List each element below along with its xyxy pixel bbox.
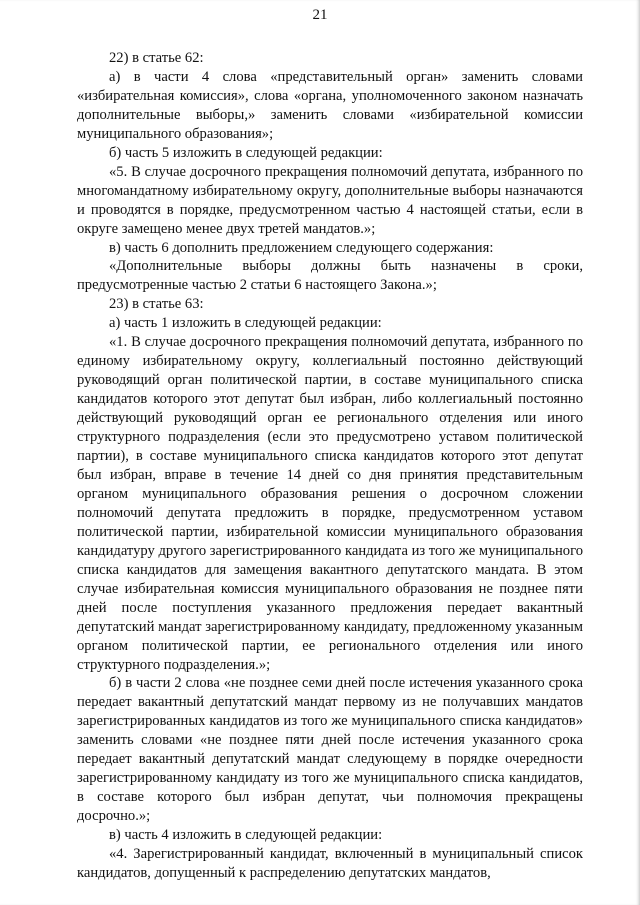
paragraph: а) часть 1 изложить в следующей редакции: [109, 315, 382, 332]
paragraph: «5. В случае досрочного прекращения полномочий депутата, избранного по многомандатному избирательному округу, дополнительные выборы назначаются и проводятся в порядке, предусмотренном частью 4 настоящей статьи, если в округе замещено менее двух третей мандатов.»; [77, 163, 583, 237]
page-number: 21 [312, 7, 328, 23]
paragraph: 22) в статье 62: [109, 50, 204, 66]
paragraph: б) в части 2 слова «не позднее семи дней после истечения указанного срока передает вакантный депутатский мандат первому из не получавших мандатов зарегистрированных кандидатов из того же муниципального списка кандидатов» заменить словами «не позднее пяти дней после истечения указанного срока передает вакантный депутатский мандат следующему в порядке очередности зарегистрированному кандидату из того же муниципального списка кандидатов, в составе которого был избран депутат, чьи полномочия прекращены досрочно.»; [77, 675, 583, 825]
paragraph: 23) в статье 63: [109, 296, 204, 313]
paragraph: в) часть 4 изложить в следующей редакции: [109, 827, 383, 844]
paragraph: «4. Зарегистрированный кандидат, включенный в муниципальный список кандидатов, допущенный к распределению депутатских мандатов, [77, 846, 583, 881]
paragraph: «Дополнительные выборы должны быть назначены в сроки, предусмотренные частью 2 статьи 6 настоящего Закона.»; [77, 258, 583, 294]
paragraph: а) в части 4 слова «представительный орган» заменить словами «избирательная комиссия», слова «органа, уполномоченного законом назначать дополнительные выборы,» заменить словами «избирательной комиссии муниципального образования»; [77, 68, 583, 142]
paragraph: в) часть 6 дополнить предложением следующего содержания: [109, 239, 494, 256]
paragraph: «1. В случае досрочного прекращения полномочий депутата, избранного по единому избирательному округу, коллегиальный постоянно действующий руководящий орган политической партии, в составе муниципального списка кандидатов которого этот депутат был избран, либо коллегиальный постоянно действующий руководящий орган ее регионального отделения или иного структурного подразделения (если это предусмотрено уставом политической партии), в составе муниципального списка кандидатов которого этот депутат был избран, вправе в течение 14 дней со дня принятия представительным органом муниципального образования решения о досрочном сложении полномочий депутата предложить в порядке, предусмотренном уставом политической партии, избирательной комиссии муниципального образования кандидатуру другого зарегистрированного кандидата из того же муниципального списка кандидатов для замещения вакантного депутатского мандата. В этом случае избирательная комиссия муниципального образования не позднее пяти дней после поступления указанного предложения передает вакантный депутатский мандат зарегистрированному кандидату, предложенному указанным органом политической партии, ее регионального отделения или иного структурного подразделения.»; [77, 334, 584, 673]
document-body [77, 49, 583, 883]
paragraph: б) часть 5 изложить в следующей редакции: [109, 144, 383, 161]
